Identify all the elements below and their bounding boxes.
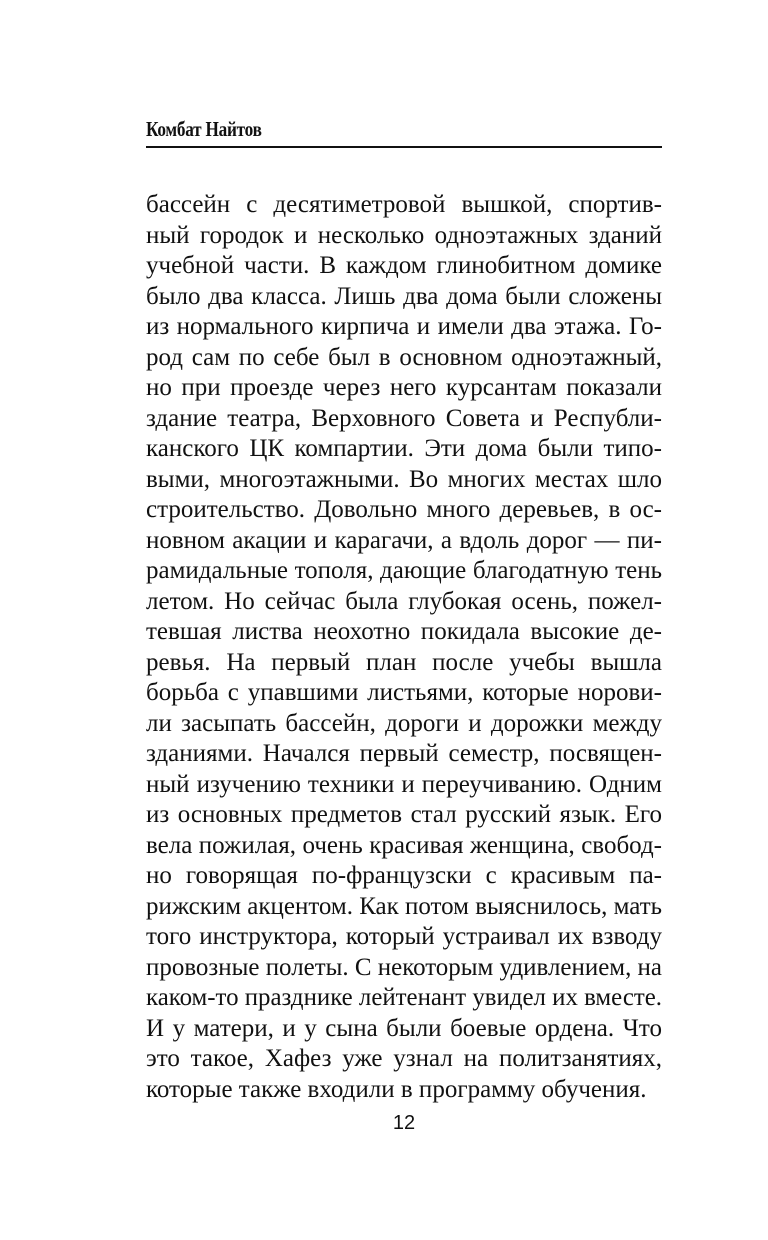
text-line: того инструктора, который устраивал их взводу [146, 923, 662, 950]
text-line: тевшая листва неохотно покидала высокие де- [146, 618, 662, 645]
text-line: строительство. Довольно много деревьев, в ос- [146, 496, 662, 523]
text-line: ревья. На первый план после учебы вышла [146, 648, 662, 676]
text-line: И у матери, и у сына были боевые ордена. Что [146, 1014, 662, 1042]
text-line: борьба с упавшими листьями, которые норови- [146, 679, 662, 706]
running-head [146, 118, 662, 148]
text-line: учебной части. В каждом глинобитном домике [146, 252, 662, 279]
text-line: провозные полеты. С некоторым удивлением, на [146, 953, 662, 981]
text-line: бассейн с десятиметровой вышкой, спортив- [146, 191, 662, 218]
text-line: зданиями. Начался первый семестр, посвящен- [146, 740, 662, 767]
text-line: из основных предметов стал русский язык. Его [146, 801, 662, 828]
text-line: летом. Но сейчас была глубокая осень, пожел- [146, 587, 662, 615]
text-line: канского ЦК компартии. Эти дома были типо- [146, 435, 662, 462]
text-line: рамидальные тополя, дающие благодатную тень [146, 557, 662, 584]
text-line: которые также входили в программу обучения. [146, 1075, 647, 1103]
text-line: род сам по себе был в основном одноэтажный, [146, 343, 662, 371]
text-line: но при проезде через него курсантам показали [146, 374, 662, 401]
text-line: ный изучению техники и переучиванию. Одним [146, 770, 662, 798]
text-line: выми, многоэтажными. Во многих местах шло [146, 465, 662, 493]
text-line: ный городок и несколько одноэтажных зданий [146, 221, 662, 249]
running-head-title: Комбат Найтов [146, 117, 262, 141]
text-line: рижским акцентом. Как потом выяснилось, мать [146, 892, 662, 920]
text-line: было два класса. Лишь два дома были сложены [146, 282, 662, 310]
text-line: новном акации и карагачи, а вдоль дорог — пи- [146, 526, 662, 554]
text-line: из нормального кирпича и имели два этажа. Го- [146, 313, 662, 340]
text-line: но говорящая по-французски с красивым па- [146, 862, 662, 889]
page-body-text [146, 190, 662, 1105]
text-line: вела пожилая, очень красивая женщина, свобод- [146, 831, 662, 859]
text-line: каком-то празднике лейтенант увидел их вместе. [146, 984, 662, 1011]
text-line: ли засыпать бассейн, дороги и дорожки между [146, 709, 662, 737]
text-line: это такое, Хафез уже узнал на политзанятиях, [146, 1045, 662, 1072]
text-line: здание театра, Верховного Совета и Республи- [146, 404, 662, 432]
page-number: 12 [392, 1112, 416, 1134]
